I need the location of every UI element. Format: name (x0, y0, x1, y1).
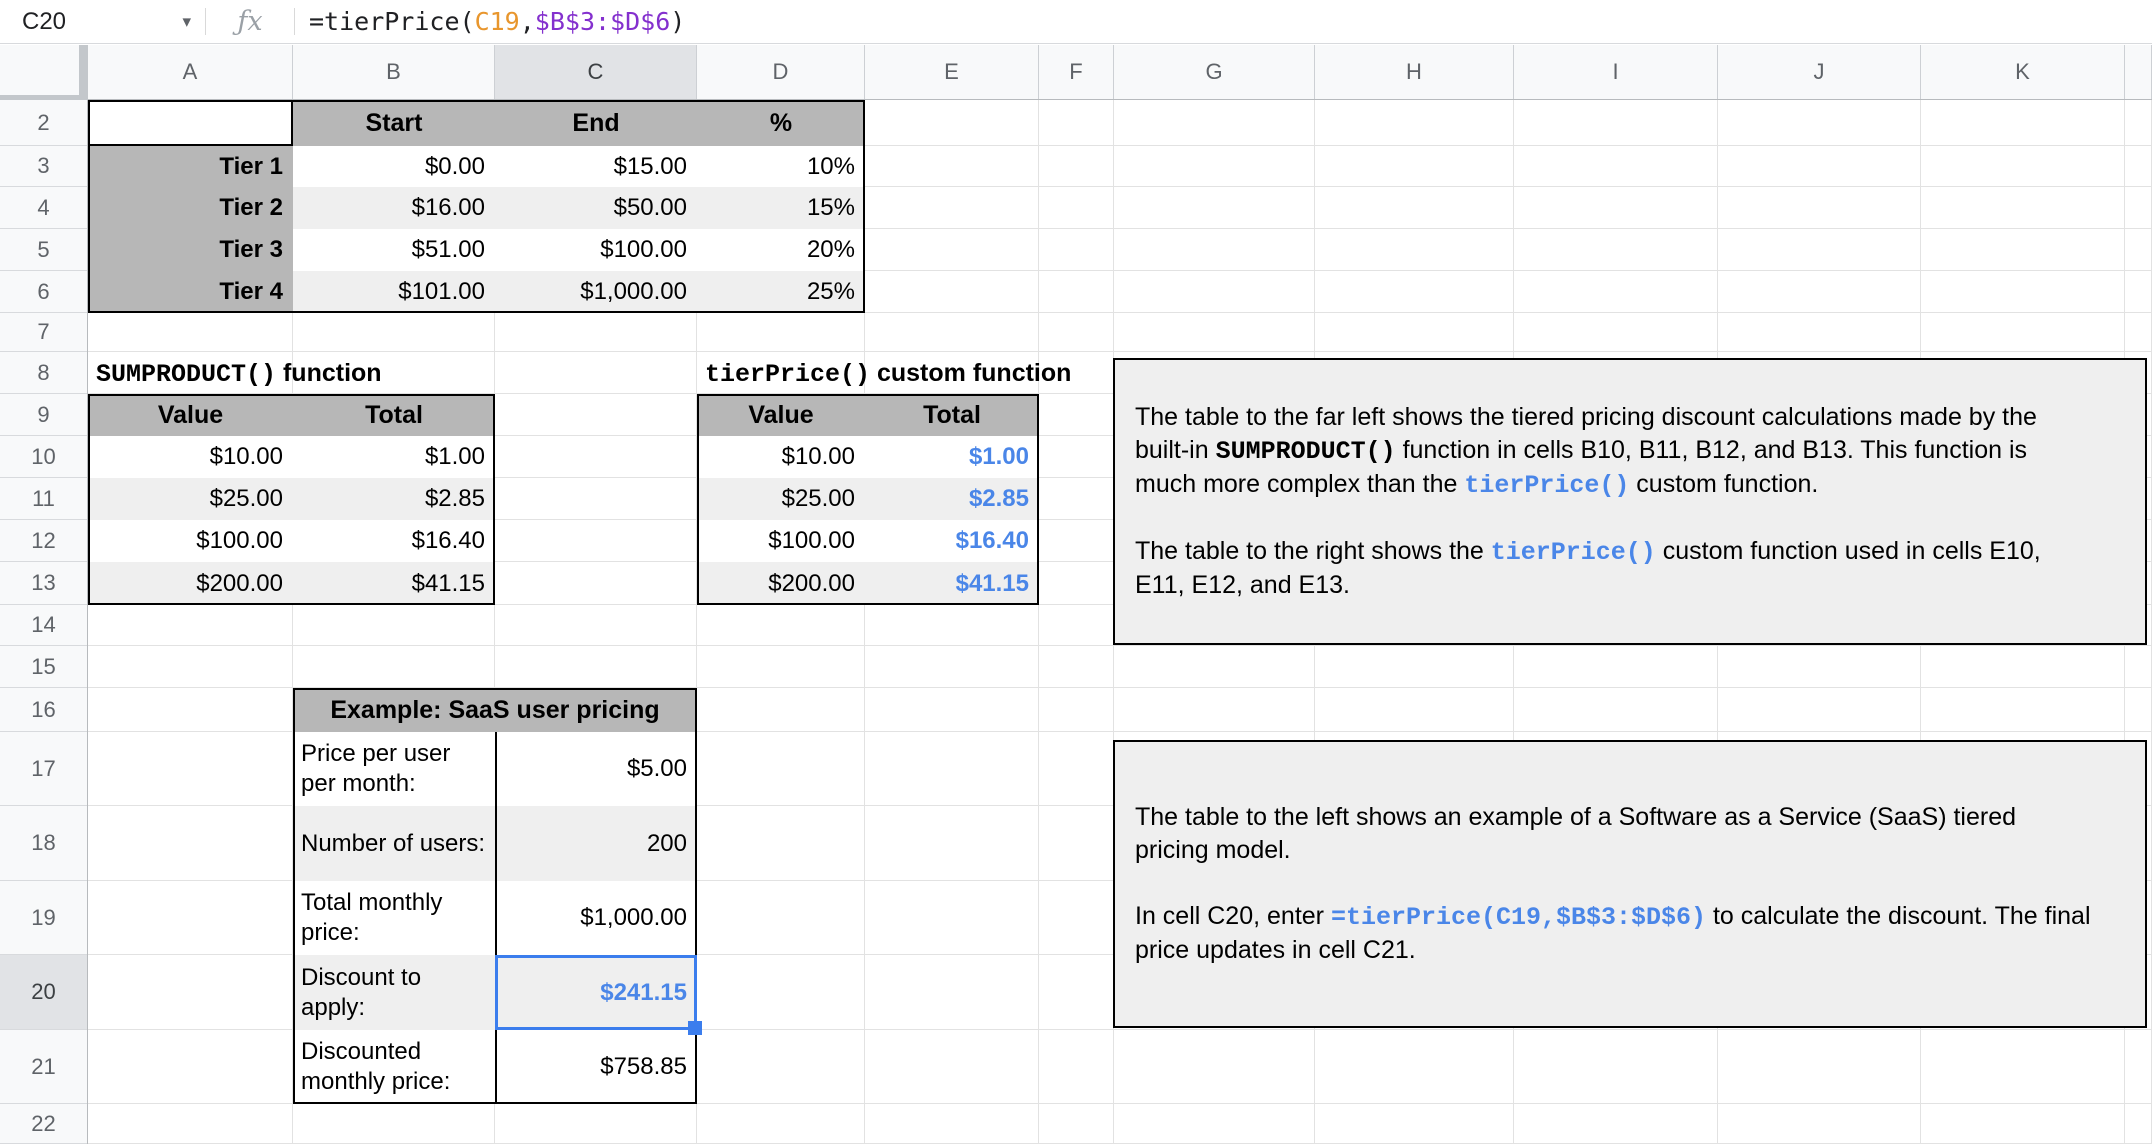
value-cell[interactable]: $25.00 (781, 485, 855, 512)
saas-row-value-selected[interactable]: $241.15 (495, 955, 697, 1030)
formula-input[interactable] (295, 7, 2152, 36)
text-run: to calculate the discount. The final (1706, 902, 2091, 930)
text-run: The table to the far left shows the tiered pricing discount calculations made by the (1135, 403, 2037, 431)
sumproduct-title-cell[interactable] (96, 352, 382, 394)
row-header-22[interactable]: 22 (0, 1104, 87, 1144)
row-headers (0, 100, 88, 1144)
saas-title[interactable]: Example: SaaS user pricing (293, 688, 697, 732)
value-cell[interactable]: $100.00 (196, 527, 283, 554)
header-total[interactable]: Total (293, 394, 495, 436)
text-run: custom function (870, 359, 1072, 387)
formula-bar (0, 0, 2152, 44)
note-line (1135, 569, 2125, 602)
row-header-3[interactable]: 3 (0, 146, 87, 187)
tier-header-pct[interactable]: % (697, 100, 865, 146)
tier-row-label[interactable]: Tier 4 (88, 271, 293, 313)
value-cell[interactable]: $25.00 (209, 485, 283, 512)
header-value[interactable]: Value (88, 394, 293, 436)
text-run: In cell C20, enter (1135, 902, 1331, 930)
row-header-19[interactable]: 19 (0, 881, 87, 955)
table-row (697, 478, 1039, 520)
saas-row-label[interactable]: Number of users: (301, 829, 486, 857)
cell[interactable]: 25% (806, 278, 855, 305)
tier-row (88, 271, 865, 313)
text-run: E11, E12, and E13. (1135, 571, 1350, 599)
row-header-7[interactable]: 7 (0, 313, 87, 352)
table-row (697, 436, 1039, 478)
saas-row-label[interactable]: Total monthly price: (301, 889, 443, 946)
column-header-j[interactable]: J (1718, 45, 1921, 99)
formula-token: $B$3:$D$6 (534, 7, 671, 36)
note-line (1135, 801, 2125, 834)
gridline (88, 645, 2152, 646)
saas-header-row (293, 688, 697, 732)
saas-row (293, 732, 697, 806)
cell[interactable]: $16.00 (411, 194, 485, 221)
text-run: function in cells B10, B11, B12, and B13. This function is (1395, 436, 2028, 464)
table-row (697, 562, 1039, 605)
cell[interactable]: 20% (806, 236, 855, 263)
tier-row (88, 146, 865, 187)
column-header-b[interactable]: B (293, 45, 495, 99)
gridline (88, 351, 2152, 352)
note-paragraph (1135, 535, 2125, 602)
sumproduct-table (88, 394, 495, 605)
row-header-16[interactable]: 16 (0, 688, 87, 732)
column-header-a[interactable]: A (88, 45, 293, 99)
column-header-k[interactable]: K (1921, 45, 2125, 99)
column-header-f[interactable]: F (1039, 45, 1114, 99)
row-header-6[interactable]: 6 (0, 271, 87, 313)
formula-token: C19 (474, 7, 520, 36)
gridline (1038, 100, 1039, 1144)
row-header-11[interactable]: 11 (0, 478, 87, 520)
sheet-grid[interactable] (88, 100, 2152, 1144)
saas-pricing-table (293, 688, 697, 1104)
active-cell-reference: C20 (22, 7, 67, 35)
table-header-row (88, 394, 495, 436)
saas-row (293, 881, 697, 955)
tier-header-start[interactable]: Start (293, 100, 495, 146)
column-header-i[interactable]: I (1514, 45, 1718, 99)
tier-header-row (88, 100, 865, 146)
text-run: custom function. (1629, 470, 1819, 498)
tierprice-title-cell[interactable] (705, 352, 1071, 394)
select-all-corner[interactable] (0, 45, 88, 100)
text-run: pricing model. (1135, 836, 1291, 864)
row-header-17[interactable]: 17 (0, 732, 87, 806)
tier-row-label[interactable]: Tier 2 (88, 187, 293, 229)
column-header-g[interactable]: G (1114, 45, 1315, 99)
text-run: custom function used in cells E10, (1655, 537, 2041, 565)
value-cell[interactable]: $200.00 (196, 570, 283, 597)
tierprice-table (697, 394, 1039, 605)
table-header-row (697, 394, 1039, 436)
text-run: tierPrice() (1464, 471, 1630, 500)
column-header-e[interactable]: E (865, 45, 1039, 99)
note-line (1135, 900, 2125, 934)
tier-row-label[interactable]: Tier 1 (88, 146, 293, 187)
total-cell[interactable]: $41.15 (955, 570, 1029, 597)
saas-row-label[interactable]: Price per user per month: (301, 740, 451, 797)
total-cell[interactable]: $41.15 (411, 570, 485, 597)
tier-row (88, 229, 865, 271)
value-cell[interactable]: $10.00 (781, 443, 855, 470)
value-cell[interactable]: $10.00 (209, 443, 283, 470)
column-header-partial[interactable] (2125, 45, 2152, 99)
cell[interactable]: $101.00 (398, 278, 485, 305)
header-value[interactable]: Value (697, 394, 865, 436)
total-cell[interactable]: $2.85 (424, 485, 485, 512)
cell[interactable]: $51.00 (411, 236, 485, 263)
text-run: function (276, 359, 382, 387)
saas-row (293, 806, 697, 881)
column-header-h[interactable]: H (1315, 45, 1514, 99)
table-row (697, 520, 1039, 562)
row-header-15[interactable]: 15 (0, 646, 87, 688)
row-header-9[interactable]: 9 (0, 394, 87, 436)
text-run: SUMPRODUCT() (1215, 437, 1396, 466)
total-cell[interactable]: $1.00 (968, 443, 1029, 470)
row-header-8[interactable]: 8 (0, 352, 87, 394)
table-row (88, 562, 495, 605)
cell-name-box[interactable] (0, 0, 205, 43)
note-line (1135, 401, 2125, 434)
formula-token: , (519, 7, 535, 36)
text-run: The table to the right shows the (1135, 537, 1491, 565)
value-cell[interactable]: $200.00 (768, 570, 855, 597)
row-header-12[interactable]: 12 (0, 520, 87, 562)
table-row (88, 478, 495, 520)
formula-token: =tierPrice( (309, 7, 475, 36)
text-run: price updates in cell C21. (1135, 936, 1416, 964)
total-cell[interactable]: $16.40 (411, 527, 485, 554)
text-run: The table to the left shows an example of a Software as a Service (SaaS) tiered (1135, 803, 2017, 831)
tier-pricing-table (88, 100, 865, 313)
column-header-c[interactable]: C (495, 45, 697, 99)
saas-row (293, 1030, 697, 1104)
text-run: SUMPRODUCT() (96, 360, 277, 389)
saas-row-value[interactable]: 200 (495, 806, 697, 881)
note-line (1135, 434, 2125, 468)
fx-icon: ƒx (237, 6, 263, 37)
tier-row (88, 187, 865, 229)
note-paragraph (1135, 900, 2125, 967)
header-total[interactable]: Total (865, 394, 1039, 436)
row-header-20[interactable]: 20 (0, 955, 87, 1030)
text-run: tierPrice() (1490, 538, 1656, 567)
text-run: much more complex than the (1135, 470, 1465, 498)
cell-a2[interactable] (88, 100, 293, 146)
column-header-d[interactable]: D (697, 45, 865, 99)
cell[interactable]: $100.00 (600, 236, 687, 263)
note-line (1135, 834, 2125, 867)
total-cell[interactable]: $16.40 (955, 527, 1029, 554)
note-line (1135, 535, 2125, 569)
row-header-10[interactable]: 10 (0, 436, 87, 478)
cell[interactable]: $50.00 (613, 194, 687, 221)
column-headers (88, 45, 2152, 100)
text-run: tierPrice() (705, 360, 871, 389)
row-header-4[interactable]: 4 (0, 187, 87, 229)
cell[interactable]: 10% (806, 153, 855, 180)
tier-row-label[interactable]: Tier 3 (88, 229, 293, 271)
formula-token: ) (670, 7, 686, 36)
note-line (1135, 468, 2125, 502)
cell[interactable]: $0.00 (424, 153, 485, 180)
text-run: =tierPrice(C19,$B$3:$D$6) (1330, 903, 1706, 932)
saas-row-label[interactable]: Discounted monthly price: (301, 1038, 451, 1095)
cell[interactable]: 15% (806, 194, 855, 221)
row-header-14[interactable]: 14 (0, 605, 87, 646)
note-paragraph (1135, 801, 2125, 867)
note-line (1135, 934, 2125, 967)
cell[interactable]: $1,000.00 (580, 278, 687, 305)
row-header-13[interactable]: 13 (0, 562, 87, 605)
saas-row-value[interactable]: $1,000.00 (495, 881, 697, 955)
note-box-functions[interactable] (1113, 358, 2147, 645)
table-row (88, 436, 495, 478)
total-cell[interactable]: $1.00 (424, 443, 485, 470)
value-cell[interactable]: $100.00 (768, 527, 855, 554)
row-header-2[interactable]: 2 (0, 100, 87, 146)
tier-header-end[interactable]: End (495, 100, 697, 146)
total-cell[interactable]: $2.85 (968, 485, 1029, 512)
chevron-down-icon[interactable]: ▾ (182, 11, 191, 31)
cell[interactable]: $15.00 (613, 153, 687, 180)
note-paragraph (1135, 401, 2125, 502)
row-header-21[interactable]: 21 (0, 1030, 87, 1104)
saas-row-value[interactable]: $758.85 (495, 1030, 697, 1104)
row-header-18[interactable]: 18 (0, 806, 87, 881)
saas-row-value[interactable]: $5.00 (495, 732, 697, 806)
saas-row-label[interactable]: Discount to apply: (301, 963, 422, 1021)
saas-row (293, 955, 697, 1030)
text-run: built-in (1135, 436, 1216, 464)
row-header-5[interactable]: 5 (0, 229, 87, 271)
note-box-saas[interactable] (1113, 740, 2147, 1028)
table-row (88, 520, 495, 562)
